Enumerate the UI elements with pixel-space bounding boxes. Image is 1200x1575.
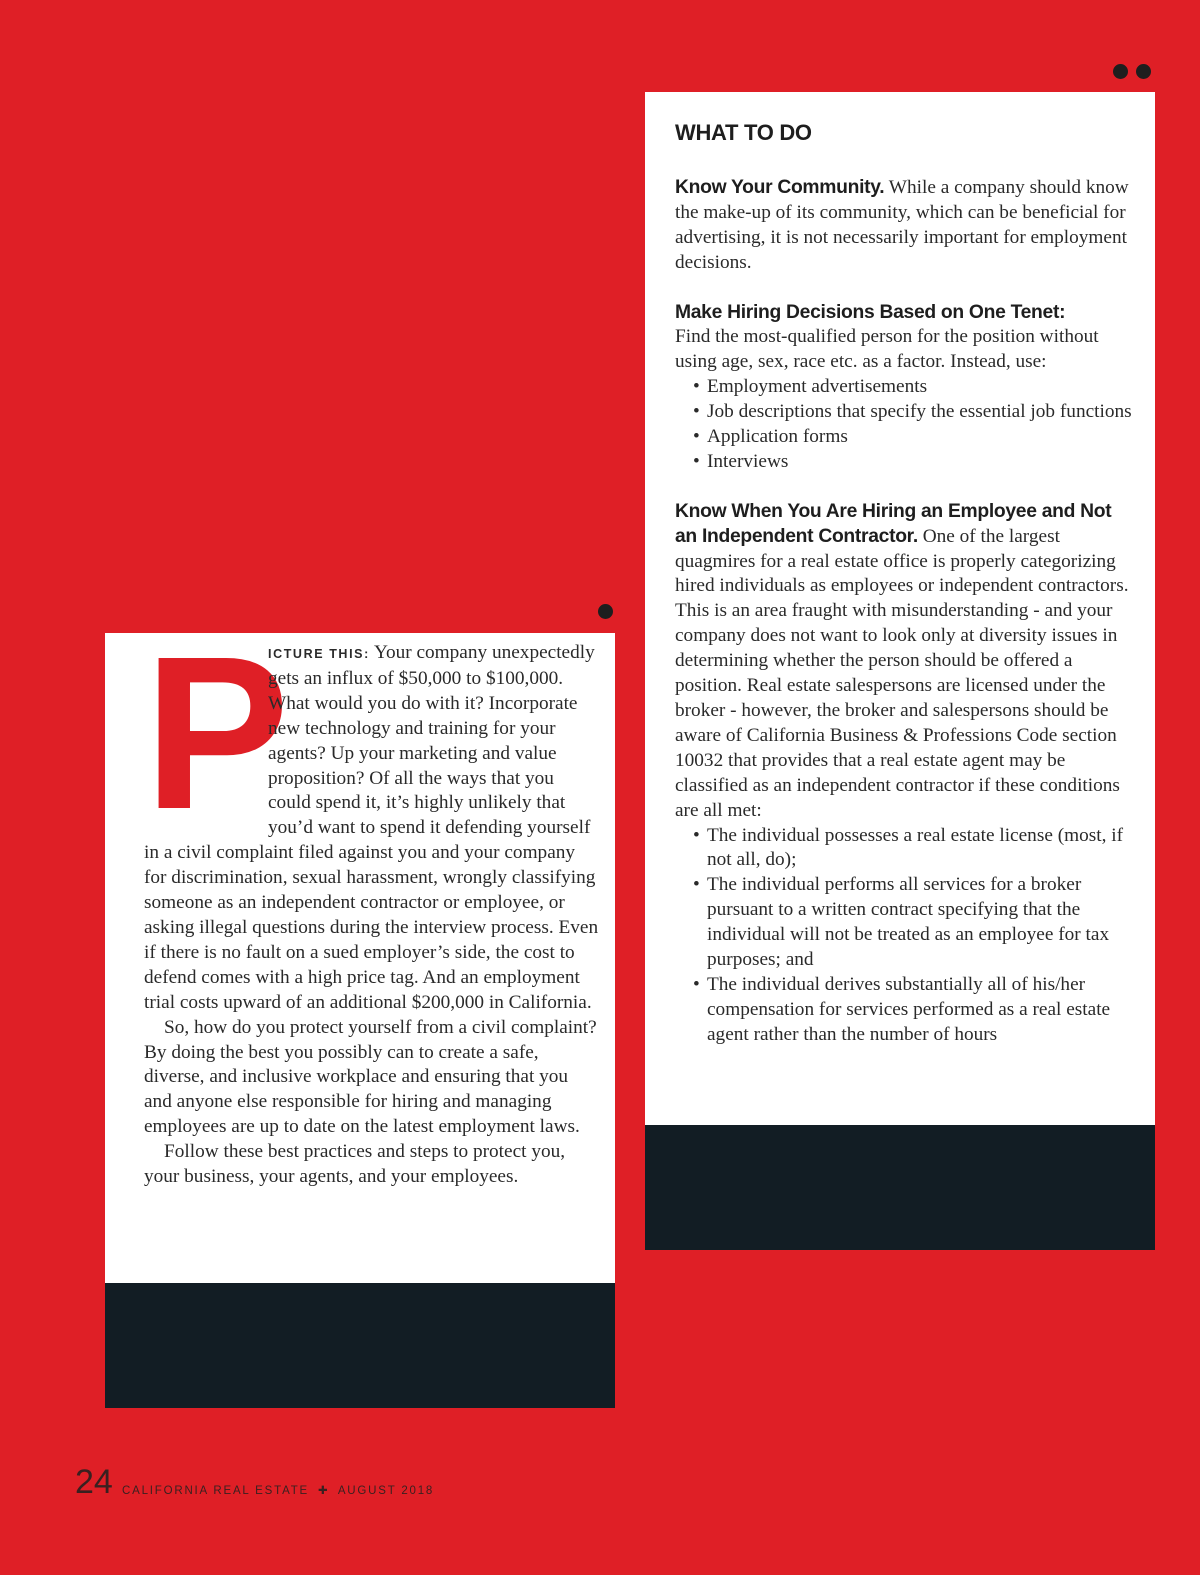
- section-employee-vs-contractor: [675, 500, 1135, 1048]
- decorative-dot: [1136, 64, 1151, 79]
- intro-card-shadow-block: [105, 1283, 615, 1408]
- intro-paragraph-1: [144, 612, 599, 1016]
- what-to-do-card: [645, 92, 1155, 1250]
- section-text: While a company should know the make-up of its community, which can be beneficial for advertising, it is not necessarily important for employment decisions.: [675, 177, 1129, 273]
- contractor-conditions-list: [675, 824, 1135, 1048]
- list-item: • The individual performs all services for a broker pursuant to a written contract specifying that the individual will not be treated as an employee for tax purposes; and: [707, 873, 1135, 973]
- section-paragraph: [675, 500, 1135, 824]
- section-text: Find the most-qualified person for the position without using age, sex, race etc. as a factor. Instead, use:: [675, 326, 1099, 373]
- section-know-community: [675, 176, 1135, 276]
- decorative-dot: [1113, 64, 1128, 79]
- list-item: • Application forms: [707, 425, 1135, 450]
- list-item: • The individual derives substantially all of his/her compensation for services performed as a real estate agent rather than the number of hours: [707, 973, 1135, 1048]
- intro-paragraph-3: Follow these best practices and steps to protect you, your business, your agents, and your employees.: [144, 1141, 566, 1188]
- section-paragraph: [675, 176, 1135, 276]
- what-to-do-content: [675, 118, 1135, 1073]
- intro-paragraph-2: So, how do you protect yourself from a civil complaint? By doing the best you possibly can to create a safe, diverse, and inclusive workplace and ensuring that you and anyone else responsible for hiring and managing employees are up to date on the latest employment laws.: [144, 1016, 597, 1138]
- intro-card: [105, 612, 615, 1408]
- section-text: One of the largest quagmires for a real estate office is properly categorizing hired individuals as employees or independent contractors. This is an area fraught with misunderstanding - and your company does not want to look only at diversity issues in determining whether the person should be offered a position. Real estate salespersons are licensed under the broker - however, the broker and salespersons should be aware of California Business & Professions Code section 10032 that provides that a real estate agent may be classified as an independent contractor if these conditions are all met:: [675, 525, 1129, 821]
- hiring-tools-list: [675, 375, 1135, 475]
- intro-article: [144, 612, 599, 1190]
- section-lead: Know When You Are Hiring an Employee and Not an Independent Contractor.: [675, 500, 1112, 547]
- publication-name: CALIFORNIA REAL ESTATE: [122, 1485, 310, 1497]
- issue-date: AUGUST 2018: [337, 1485, 435, 1497]
- what-to-do-shadow-block: [645, 1125, 1155, 1250]
- page-number: 24: [75, 1463, 113, 1501]
- section-paragraph: [675, 301, 1135, 326]
- intro-leadin: ICTURE THIS:: [268, 647, 370, 661]
- section-lead: Make Hiring Decisions Based on One Tenet:: [675, 301, 1066, 323]
- section-hiring-decisions: [675, 301, 1135, 475]
- list-item: • Job descriptions that specify the essential job functions: [707, 400, 1135, 425]
- decorative-dot: [598, 604, 613, 619]
- list-item: • Employment advertisements: [707, 375, 1135, 400]
- section-lead: Know Your Community.: [675, 177, 885, 198]
- sidebar-heading: WHAT TO DO: [675, 120, 812, 145]
- intro-paragraph-1-text: Your company unexpectedly gets an influx of $50,000 to $100,000. What would you do with it? Incorporate new technology and training for your agents? Up your marketing and value proposition? Of all the ways that you could spend it, it’s highly unlikely that you’d want to spend it defending yourself in a civil complaint filed against you and your company for discrimination, sexual harassment, wrongly classifying someone as an independent contractor or employee, or asking illegal questions during the interview process. Even if there is no fault on a sued employer’s side, the cost to defend comes with a high price tag. And an employment trial costs upward of an additional $200,000 in California.: [144, 642, 599, 1013]
- list-item: • Interviews: [707, 450, 1135, 475]
- cross-separator-icon: ✚: [318, 1485, 330, 1497]
- publication-line: [122, 1483, 434, 1497]
- drop-cap: P: [144, 612, 284, 855]
- list-item: • The individual possesses a real estate license (most, if not all, do);: [707, 824, 1135, 874]
